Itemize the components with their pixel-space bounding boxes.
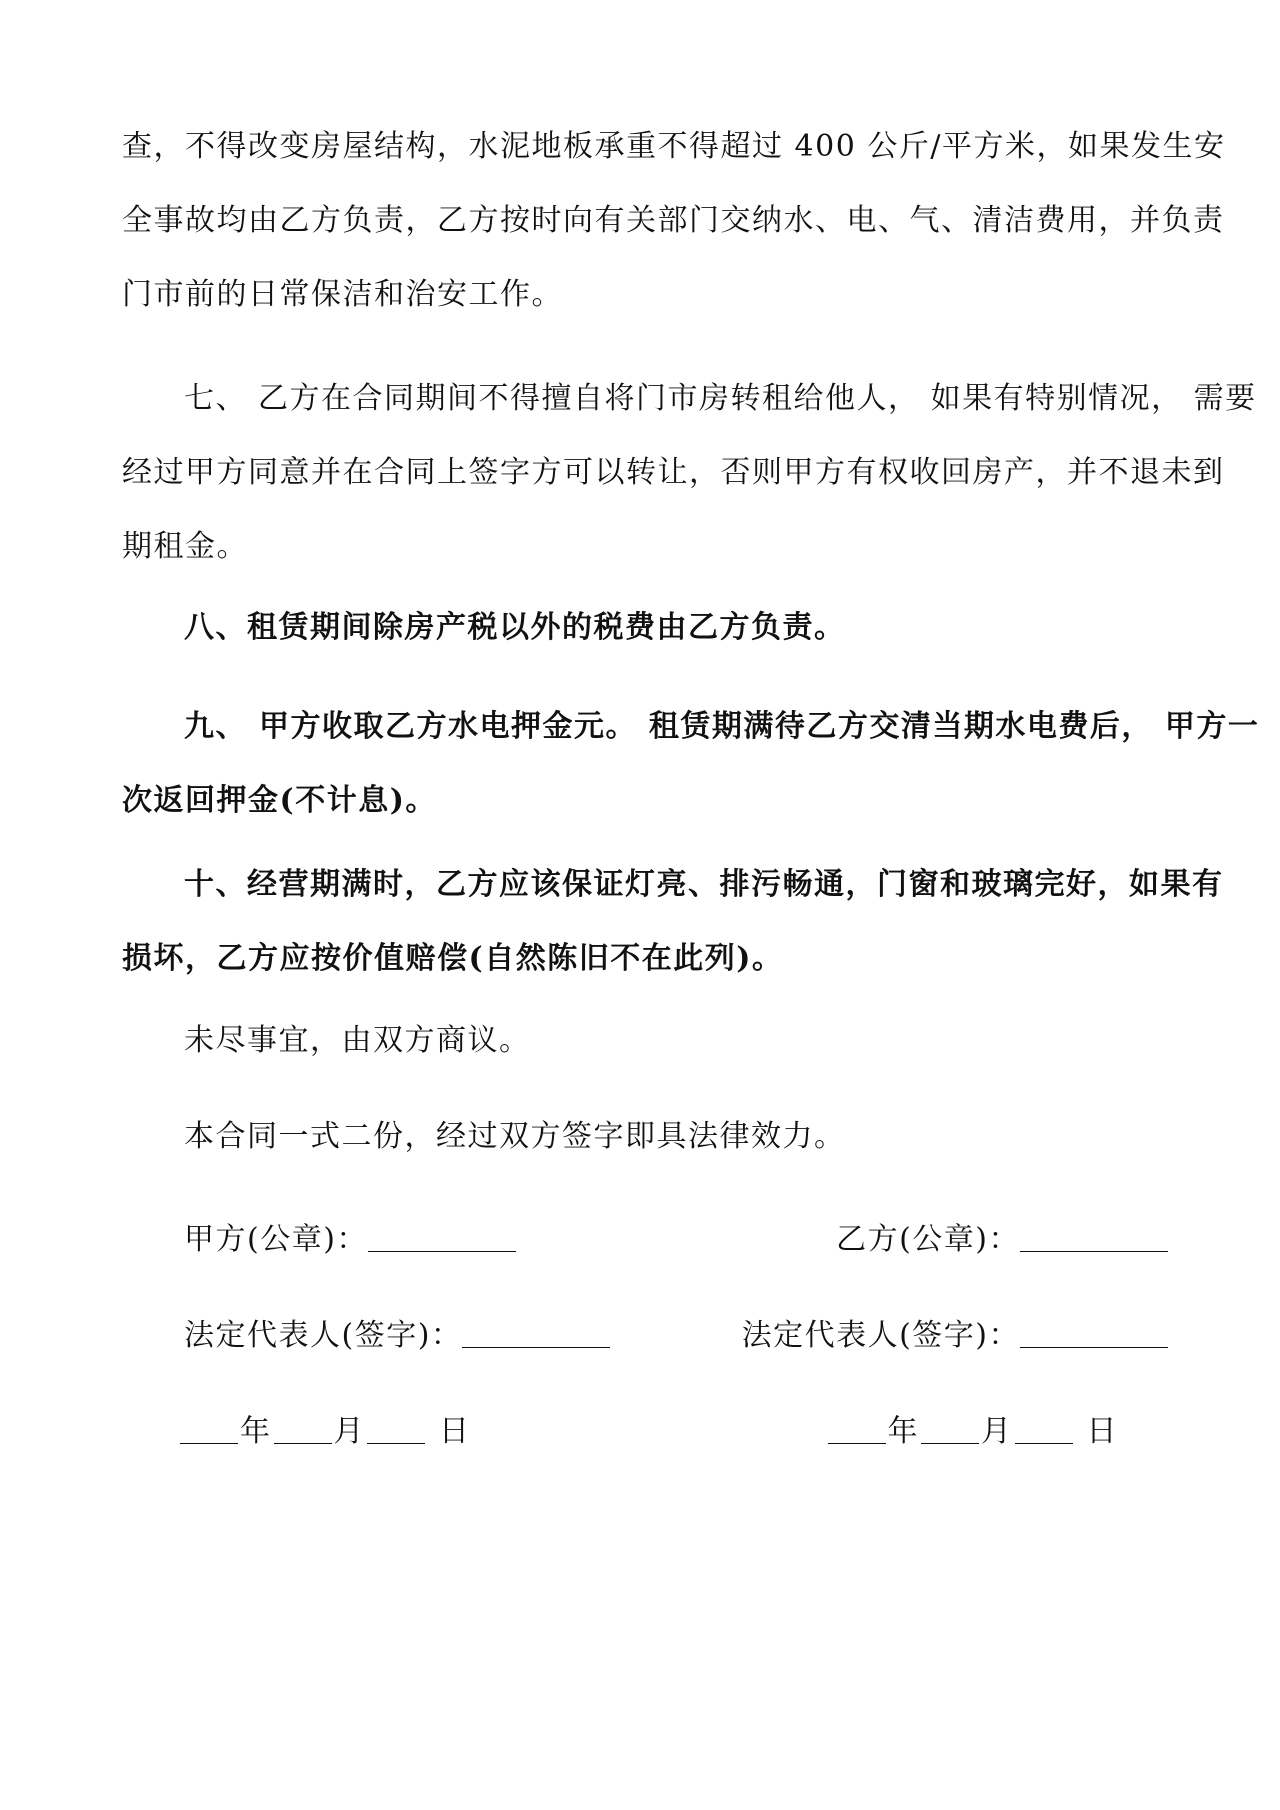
legal-rep-row: [0, 1310, 1280, 1360]
legal-rep-a-label: 法定代表人(签字)：: [184, 1318, 463, 1353]
date-b: [828, 1406, 1121, 1450]
day-b-label: 日: [1086, 1414, 1118, 1449]
text-line: 十、经营期满时，乙方应该保证灯亮、排污畅通，门窗和玻璃完好，如果有: [184, 867, 1224, 902]
text-line: 经过甲方同意并在合同上签字方可以转让，否则甲方有权收回房产，并不退未到: [122, 455, 1225, 490]
party-a-seal-blank[interactable]: [368, 1217, 516, 1252]
year-a-blank[interactable]: [180, 1409, 238, 1444]
party-b-seal: [836, 1214, 1168, 1258]
clause-6-continuation: [122, 110, 1226, 332]
text-line: 期租金。: [122, 529, 248, 564]
text-line: 九、 甲方收取乙方水电押金元。 租赁期满待乙方交清当期水电费后， 甲方一: [184, 709, 1260, 744]
legal-rep-a-blank[interactable]: [462, 1313, 610, 1348]
date-row: [0, 1406, 1280, 1456]
text-line: 八、租赁期间除房产税以外的税费由乙方负责。: [184, 610, 846, 645]
legal-rep-b-blank[interactable]: [1020, 1313, 1168, 1348]
month-a-blank[interactable]: [274, 1409, 332, 1444]
clause-8: [122, 591, 1180, 665]
legal-rep-a: [184, 1310, 610, 1354]
text-line: 次返回押金(不计息)。: [122, 783, 437, 818]
party-b-seal-label: 乙方(公章)：: [836, 1222, 1020, 1257]
month-b-label: 月: [981, 1414, 1013, 1449]
legal-rep-b-label: 法定代表人(签字)：: [741, 1318, 1020, 1353]
party-a-seal-label: 甲方(公章)：: [184, 1222, 368, 1257]
clause-10: [122, 848, 1224, 996]
misc-clause-2: [122, 1100, 1180, 1174]
text-line: 七、 乙方在合同期间不得擅自将门市房转租给他人， 如果有特别情况， 需要: [184, 381, 1257, 416]
text-line: 查，不得改变房屋结构，水泥地板承重不得超过 400 公斤/平方米，如果发生安: [122, 129, 1226, 164]
day-a-label: 日: [439, 1414, 471, 1449]
text-line: 损坏，乙方应按价值赔偿(自然陈旧不在此列)。: [122, 941, 784, 976]
seal-row: [0, 1214, 1280, 1264]
legal-rep-b: [742, 1310, 1168, 1354]
misc-clause-1: [122, 1004, 1180, 1078]
year-a-label: 年: [240, 1414, 272, 1449]
text-line: 本合同一式二份，经过双方签字即具法律效力。: [184, 1119, 846, 1154]
clause-9: [122, 690, 1260, 838]
year-b-label: 年: [887, 1414, 919, 1449]
text-line: 门市前的日常保洁和治安工作。: [122, 277, 563, 312]
party-a-seal: [184, 1214, 516, 1258]
text-line: 全事故均由乙方负责，乙方按时向有关部门交纳水、电、气、清洁费用，并负责: [122, 203, 1225, 238]
month-b-blank[interactable]: [921, 1409, 979, 1444]
year-b-blank[interactable]: [828, 1409, 886, 1444]
day-b-blank[interactable]: [1015, 1409, 1073, 1444]
day-a-blank[interactable]: [367, 1409, 425, 1444]
text-line: 未尽事宜，由双方商议。: [184, 1023, 531, 1058]
date-a: [180, 1406, 473, 1450]
month-a-label: 月: [333, 1414, 365, 1449]
party-b-seal-blank[interactable]: [1020, 1217, 1168, 1252]
clause-7: [122, 362, 1257, 584]
